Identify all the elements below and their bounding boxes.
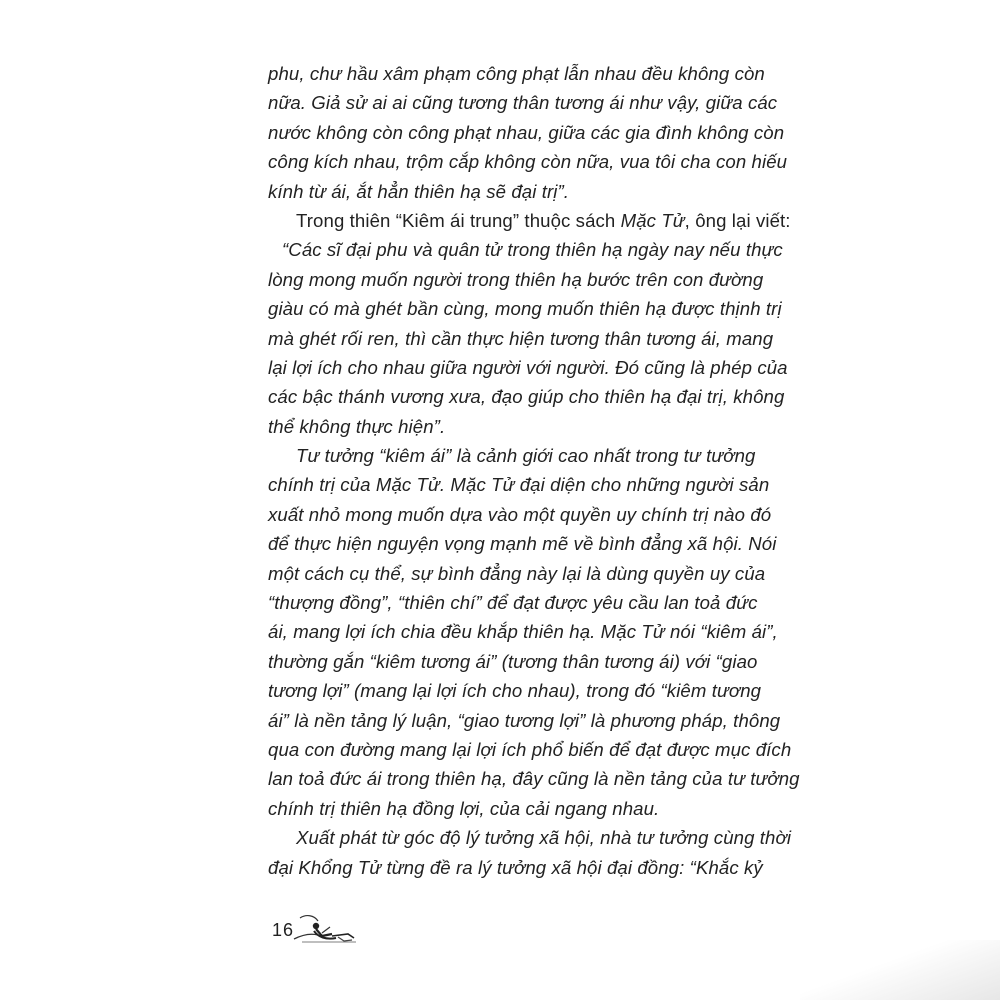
text-line: qua con đường mang lại lợi ích phổ biến để đạt được mục đích — [268, 738, 792, 760]
page-body-text — [268, 59, 813, 882]
text-line: để thực hiện nguyện vọng mạnh mẽ về bình đẳng xã hội. Nói — [268, 533, 777, 555]
text-line: chính trị thiên hạ đồng lợi, của cải ngang nhau. — [268, 797, 660, 819]
text-line: ái, mang lợi ích chia đều khắp thiên hạ. Mặc Tử nói “kiêm ái”, — [268, 621, 778, 643]
text-line: kính từ ái, ắt hẳn thiên hạ sẽ đại trị”. — [268, 180, 570, 202]
quote-line: thể không thực hiện”. — [268, 415, 446, 437]
text-line: Tư tưởng “kiêm ái” là cảnh giới cao nhất trong tư tưởng — [296, 445, 756, 467]
quote-line: giàu có mà ghét bần cùng, mong muốn thiên hạ được thịnh trị — [268, 298, 782, 320]
quote-line: “Các sĩ đại phu và quân tử trong thiên hạ ngày nay nếu thực — [282, 239, 783, 261]
text-line: ái” là nền tảng lý luận, “giao tương lợi” là phương pháp, thông — [268, 709, 781, 731]
scholar-reading-ornament-icon — [292, 912, 358, 946]
quote-line: lòng mong muốn người trong thiên hạ bước trên con đường — [268, 268, 764, 290]
intro-text-before: Trong thiên “Kiêm ái trung” thuộc sách — [296, 209, 621, 231]
text-line: một cách cụ thể, sự bình đẳng này lại là dùng quyền uy của — [268, 562, 766, 584]
text-line: tương lợi” (mang lại lợi ích cho nhau), trong đó “kiêm tương — [268, 680, 762, 702]
text-line: chính trị của Mặc Tử. Mặc Tử đại diện cho những người sản — [268, 474, 770, 496]
intro-text-after: , ông lại viết: — [684, 209, 791, 231]
text-line: công kích nhau, trộm cắp không còn nữa, vua tôi cha con hiếu — [268, 151, 788, 173]
text-line: Xuất phát từ góc độ lý tưởng xã hội, nhà tư tưởng cùng thời — [296, 827, 792, 849]
text-line: thường gắn “kiêm tương ái” (tương thân tương ái) với “giao — [268, 650, 758, 672]
book-title: Mặc Tử — [620, 209, 685, 231]
intro-line — [268, 206, 813, 235]
page-corner-shadow — [800, 940, 1000, 1000]
text-line: nước không còn công phạt nhau, giữa các gia đình không còn — [268, 121, 785, 143]
text-line: đại Khổng Tử từng đề ra lý tưởng xã hội đại đồng: “Khắc kỷ — [268, 856, 763, 878]
text-line: “thượng đồng”, “thiên chí” để đạt được yêu cầu lan toả đức — [268, 592, 758, 614]
text-line: lan toả đức ái trong thiên hạ, đây cũng là nền tảng của tư tưởng — [268, 768, 800, 790]
quote-line: mà ghét rối ren, thì cần thực hiện tương thân tương ái, mang — [268, 327, 774, 349]
page-number: 16 — [272, 920, 295, 940]
text-line: phu, chư hầu xâm phạm công phạt lẫn nhau đều không còn — [268, 63, 765, 84]
text-line: nữa. Giả sử ai ai cũng tương thân tương ái như vậy, giữa các — [268, 92, 778, 114]
quote-line: lại lợi ích cho nhau giữa người với người. Đó cũng là phép của — [268, 356, 788, 378]
text-line: xuất nhỏ mong muốn dựa vào một quyền uy chính trị nào đó — [268, 503, 772, 525]
quote-line: các bậc thánh vương xưa, đạo giúp cho thiên hạ đại trị, không — [268, 386, 785, 408]
